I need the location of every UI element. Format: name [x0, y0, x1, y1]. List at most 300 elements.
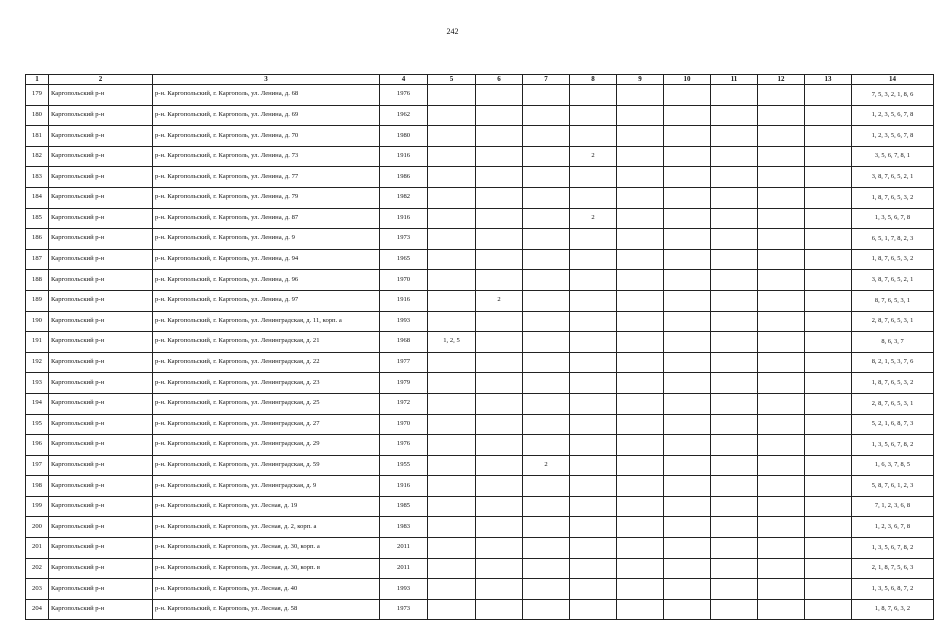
col10-cell — [664, 105, 711, 126]
district-cell: Каргопольский р-н — [49, 393, 153, 414]
col10-cell — [664, 496, 711, 517]
table-row — [26, 85, 934, 106]
address-cell: р-н. Каргопольский, г. Каргополь, ул. Ленинградская, д. 27 — [153, 414, 380, 435]
col12-cell — [758, 311, 805, 332]
col7-cell — [523, 270, 570, 291]
col9-cell — [617, 435, 664, 456]
col13-cell — [805, 208, 852, 229]
year-cell: 1972 — [380, 393, 428, 414]
col5-cell — [428, 229, 476, 250]
col7-cell — [523, 85, 570, 106]
col7-cell — [523, 496, 570, 517]
col14-cell: 1, 3, 5, 6, 8, 7, 2 — [852, 579, 934, 600]
col12-cell — [758, 414, 805, 435]
col8-cell — [570, 290, 617, 311]
col11-cell — [711, 332, 758, 353]
col13-cell — [805, 393, 852, 414]
col7-cell — [523, 167, 570, 188]
column-header: 8 — [570, 75, 617, 85]
address-cell: р-н. Каргопольский, г. Каргополь, ул. Ленина, д. 79 — [153, 187, 380, 208]
col12-cell — [758, 85, 805, 106]
year-cell: 1976 — [380, 85, 428, 106]
col13-cell — [805, 352, 852, 373]
row-number: 193 — [26, 373, 49, 394]
col8-cell — [570, 393, 617, 414]
col9-cell — [617, 249, 664, 270]
col13-cell — [805, 85, 852, 106]
col6-cell: 2 — [476, 290, 523, 311]
row-number: 190 — [26, 311, 49, 332]
table-row — [26, 249, 934, 270]
year-cell: 1968 — [380, 332, 428, 353]
district-cell: Каргопольский р-н — [49, 311, 153, 332]
address-cell: р-н. Каргопольский, г. Каргополь, ул. Ленина, д. 97 — [153, 290, 380, 311]
district-cell: Каргопольский р-н — [49, 270, 153, 291]
col13-cell — [805, 373, 852, 394]
table-row — [26, 290, 934, 311]
col14-cell: 8, 7, 6, 5, 3, 1 — [852, 290, 934, 311]
col9-cell — [617, 599, 664, 620]
year-cell: 1916 — [380, 476, 428, 497]
col8-cell — [570, 229, 617, 250]
year-cell: 1962 — [380, 105, 428, 126]
col10-cell — [664, 435, 711, 456]
col14-cell: 8, 6, 3, 7 — [852, 332, 934, 353]
col12-cell — [758, 538, 805, 559]
col10-cell — [664, 249, 711, 270]
col9-cell — [617, 85, 664, 106]
row-number: 181 — [26, 126, 49, 147]
table-row — [26, 270, 934, 291]
row-number: 184 — [26, 187, 49, 208]
col8-cell — [570, 126, 617, 147]
col6-cell — [476, 517, 523, 538]
address-cell: р-н. Каргопольский, г. Каргополь, ул. Ленина, д. 94 — [153, 249, 380, 270]
year-cell: 1970 — [380, 270, 428, 291]
col14-cell: 1, 3, 5, 6, 7, 8, 2 — [852, 435, 934, 456]
address-cell: р-н. Каргопольский, г. Каргополь, ул. Ленина, д. 96 — [153, 270, 380, 291]
col11-cell — [711, 517, 758, 538]
district-cell: Каргопольский р-н — [49, 105, 153, 126]
col6-cell — [476, 599, 523, 620]
table-row — [26, 476, 934, 497]
col7-cell — [523, 249, 570, 270]
row-number: 185 — [26, 208, 49, 229]
col10-cell — [664, 538, 711, 559]
col14-cell: 3, 8, 7, 6, 5, 2, 1 — [852, 270, 934, 291]
year-cell: 1916 — [380, 208, 428, 229]
col5-cell — [428, 579, 476, 600]
table-row — [26, 517, 934, 538]
table-row — [26, 393, 934, 414]
col7-cell — [523, 373, 570, 394]
col13-cell — [805, 476, 852, 497]
col5-cell — [428, 270, 476, 291]
col9-cell — [617, 187, 664, 208]
col6-cell — [476, 373, 523, 394]
column-header: 4 — [380, 75, 428, 85]
col14-cell: 7, 5, 3, 2, 1, 8, 6 — [852, 85, 934, 106]
column-header: 7 — [523, 75, 570, 85]
col12-cell — [758, 455, 805, 476]
col11-cell — [711, 311, 758, 332]
table-row — [26, 435, 934, 456]
col11-cell — [711, 270, 758, 291]
col10-cell — [664, 85, 711, 106]
table-row — [26, 105, 934, 126]
address-cell: р-н. Каргопольский, г. Каргополь, ул. Ленинградская, д. 22 — [153, 352, 380, 373]
row-number: 189 — [26, 290, 49, 311]
col6-cell — [476, 105, 523, 126]
col7-cell — [523, 476, 570, 497]
row-number: 180 — [26, 105, 49, 126]
row-number: 202 — [26, 558, 49, 579]
col9-cell — [617, 393, 664, 414]
col11-cell — [711, 373, 758, 394]
col14-cell: 5, 2, 1, 6, 8, 7, 3 — [852, 414, 934, 435]
col8-cell — [570, 249, 617, 270]
col9-cell — [617, 146, 664, 167]
row-number: 182 — [26, 146, 49, 167]
address-cell: р-н. Каргопольский, г. Каргополь, ул. Ленинградская, д. 25 — [153, 393, 380, 414]
table-row — [26, 208, 934, 229]
col11-cell — [711, 85, 758, 106]
col5-cell — [428, 126, 476, 147]
col11-cell — [711, 393, 758, 414]
address-cell: р-н. Каргопольский, г. Каргополь, ул. Лесная, д. 19 — [153, 496, 380, 517]
col14-cell: 6, 5, 1, 7, 8, 2, 3 — [852, 229, 934, 250]
col14-cell: 1, 3, 5, 6, 7, 8, 2 — [852, 538, 934, 559]
column-header: 13 — [805, 75, 852, 85]
col8-cell — [570, 599, 617, 620]
year-cell: 1973 — [380, 599, 428, 620]
row-number: 199 — [26, 496, 49, 517]
col13-cell — [805, 290, 852, 311]
district-cell: Каргопольский р-н — [49, 126, 153, 147]
col9-cell — [617, 558, 664, 579]
col5-cell — [428, 290, 476, 311]
col10-cell — [664, 208, 711, 229]
col10-cell — [664, 476, 711, 497]
row-number: 183 — [26, 167, 49, 188]
district-cell: Каргопольский р-н — [49, 517, 153, 538]
col13-cell — [805, 496, 852, 517]
col11-cell — [711, 352, 758, 373]
year-cell: 1970 — [380, 414, 428, 435]
column-header: 6 — [476, 75, 523, 85]
address-cell: р-н. Каргопольский, г. Каргополь, ул. Ленина, д. 68 — [153, 85, 380, 106]
col5-cell — [428, 311, 476, 332]
col10-cell — [664, 187, 711, 208]
col13-cell — [805, 538, 852, 559]
row-number: 198 — [26, 476, 49, 497]
col14-cell: 3, 8, 7, 6, 5, 2, 1 — [852, 167, 934, 188]
col7-cell — [523, 599, 570, 620]
table-row — [26, 167, 934, 188]
col8-cell — [570, 311, 617, 332]
year-cell: 1993 — [380, 579, 428, 600]
table-row — [26, 496, 934, 517]
district-cell: Каргопольский р-н — [49, 599, 153, 620]
col9-cell — [617, 517, 664, 538]
col9-cell — [617, 414, 664, 435]
col12-cell — [758, 496, 805, 517]
col7-cell — [523, 332, 570, 353]
col14-cell: 1, 8, 7, 6, 5, 3, 2 — [852, 187, 934, 208]
row-number: 195 — [26, 414, 49, 435]
col12-cell — [758, 249, 805, 270]
district-cell: Каргопольский р-н — [49, 579, 153, 600]
address-cell: р-н. Каргопольский, г. Каргополь, ул. Лесная, д. 30, корп. а — [153, 538, 380, 559]
col5-cell — [428, 85, 476, 106]
col9-cell — [617, 105, 664, 126]
col13-cell — [805, 126, 852, 147]
col7-cell — [523, 352, 570, 373]
column-header: 12 — [758, 75, 805, 85]
col12-cell — [758, 229, 805, 250]
table-row — [26, 558, 934, 579]
table-row — [26, 311, 934, 332]
col11-cell — [711, 208, 758, 229]
col12-cell — [758, 126, 805, 147]
col7-cell — [523, 393, 570, 414]
table-row — [26, 455, 934, 476]
col7-cell: 2 — [523, 455, 570, 476]
column-header: 11 — [711, 75, 758, 85]
row-number: 201 — [26, 538, 49, 559]
col8-cell — [570, 105, 617, 126]
col13-cell — [805, 229, 852, 250]
row-number: 179 — [26, 85, 49, 106]
col5-cell — [428, 599, 476, 620]
col14-cell: 1, 6, 3, 7, 8, 5 — [852, 455, 934, 476]
col10-cell — [664, 455, 711, 476]
col12-cell — [758, 105, 805, 126]
col5-cell — [428, 435, 476, 456]
col10-cell — [664, 558, 711, 579]
table-row — [26, 187, 934, 208]
col10-cell — [664, 579, 711, 600]
address-cell: р-н. Каргопольский, г. Каргополь, ул. Ленина, д. 77 — [153, 167, 380, 188]
col5-cell — [428, 393, 476, 414]
table-row — [26, 373, 934, 394]
col13-cell — [805, 270, 852, 291]
col13-cell — [805, 558, 852, 579]
column-header: 1 — [26, 75, 49, 85]
col6-cell — [476, 476, 523, 497]
address-cell: р-н. Каргопольский, г. Каргополь, ул. Ленинградская, д. 23 — [153, 373, 380, 394]
col9-cell — [617, 538, 664, 559]
col11-cell — [711, 167, 758, 188]
col7-cell — [523, 290, 570, 311]
col12-cell — [758, 517, 805, 538]
col7-cell — [523, 538, 570, 559]
col9-cell — [617, 208, 664, 229]
col8-cell — [570, 352, 617, 373]
col9-cell — [617, 373, 664, 394]
district-cell: Каргопольский р-н — [49, 414, 153, 435]
row-number: 204 — [26, 599, 49, 620]
col10-cell — [664, 290, 711, 311]
col6-cell — [476, 393, 523, 414]
column-header: 2 — [49, 75, 153, 85]
district-cell: Каргопольский р-н — [49, 208, 153, 229]
col14-cell: 2, 8, 7, 6, 5, 3, 1 — [852, 393, 934, 414]
col8-cell — [570, 455, 617, 476]
year-cell: 1985 — [380, 496, 428, 517]
col9-cell — [617, 167, 664, 188]
col9-cell — [617, 290, 664, 311]
address-cell: р-н. Каргопольский, г. Каргополь, ул. Лесная, д. 30, корп. в — [153, 558, 380, 579]
col12-cell — [758, 476, 805, 497]
col5-cell — [428, 455, 476, 476]
col5-cell — [428, 414, 476, 435]
district-cell: Каргопольский р-н — [49, 290, 153, 311]
col10-cell — [664, 126, 711, 147]
address-cell: р-н. Каргопольский, г. Каргополь, ул. Ленина, д. 70 — [153, 126, 380, 147]
col14-cell: 1, 2, 3, 5, 6, 7, 8 — [852, 105, 934, 126]
address-cell: р-н. Каргопольский, г. Каргополь, ул. Лесная, д. 58 — [153, 599, 380, 620]
table-body — [26, 85, 934, 620]
col9-cell — [617, 496, 664, 517]
col8-cell — [570, 270, 617, 291]
district-cell: Каргопольский р-н — [49, 249, 153, 270]
district-cell: Каргопольский р-н — [49, 85, 153, 106]
col13-cell — [805, 187, 852, 208]
district-cell: Каргопольский р-н — [49, 332, 153, 353]
col5-cell — [428, 538, 476, 559]
row-number: 194 — [26, 393, 49, 414]
column-header: 5 — [428, 75, 476, 85]
col11-cell — [711, 455, 758, 476]
col9-cell — [617, 476, 664, 497]
row-number: 191 — [26, 332, 49, 353]
col8-cell — [570, 579, 617, 600]
col6-cell — [476, 538, 523, 559]
col6-cell — [476, 311, 523, 332]
col8-cell — [570, 85, 617, 106]
district-cell: Каргопольский р-н — [49, 352, 153, 373]
year-cell: 1955 — [380, 455, 428, 476]
col7-cell — [523, 208, 570, 229]
district-cell: Каргопольский р-н — [49, 229, 153, 250]
col11-cell — [711, 229, 758, 250]
col5-cell — [428, 517, 476, 538]
col10-cell — [664, 393, 711, 414]
column-header: 14 — [852, 75, 934, 85]
address-cell: р-н. Каргопольский, г. Каргополь, ул. Ленина, д. 69 — [153, 105, 380, 126]
district-cell: Каргопольский р-н — [49, 558, 153, 579]
col7-cell — [523, 579, 570, 600]
col12-cell — [758, 187, 805, 208]
col7-cell — [523, 517, 570, 538]
col10-cell — [664, 270, 711, 291]
col6-cell — [476, 85, 523, 106]
col14-cell: 7, 1, 2, 3, 6, 8 — [852, 496, 934, 517]
col10-cell — [664, 517, 711, 538]
col11-cell — [711, 105, 758, 126]
col7-cell — [523, 126, 570, 147]
district-cell: Каргопольский р-н — [49, 476, 153, 497]
col5-cell — [428, 352, 476, 373]
col11-cell — [711, 496, 758, 517]
col6-cell — [476, 270, 523, 291]
col13-cell — [805, 332, 852, 353]
row-number: 196 — [26, 435, 49, 456]
year-cell: 1965 — [380, 249, 428, 270]
year-cell: 1979 — [380, 373, 428, 394]
col11-cell — [711, 599, 758, 620]
col6-cell — [476, 187, 523, 208]
col5-cell — [428, 558, 476, 579]
row-number: 188 — [26, 270, 49, 291]
col9-cell — [617, 270, 664, 291]
col11-cell — [711, 290, 758, 311]
address-cell: р-н. Каргопольский, г. Каргополь, ул. Ленинградская, д. 29 — [153, 435, 380, 456]
col8-cell — [570, 496, 617, 517]
col13-cell — [805, 517, 852, 538]
col8-cell — [570, 538, 617, 559]
district-cell: Каргопольский р-н — [49, 167, 153, 188]
col6-cell — [476, 558, 523, 579]
col5-cell — [428, 496, 476, 517]
col11-cell — [711, 579, 758, 600]
col8-cell — [570, 435, 617, 456]
address-cell: р-н. Каргопольский, г. Каргополь, ул. Лесная, д. 2, корп. а — [153, 517, 380, 538]
col7-cell — [523, 414, 570, 435]
district-cell: Каргопольский р-н — [49, 187, 153, 208]
col10-cell — [664, 373, 711, 394]
table-header — [26, 75, 934, 85]
district-cell: Каргопольский р-н — [49, 538, 153, 559]
col10-cell — [664, 352, 711, 373]
district-cell: Каргопольский р-н — [49, 146, 153, 167]
row-number: 187 — [26, 249, 49, 270]
col11-cell — [711, 558, 758, 579]
year-cell: 1916 — [380, 146, 428, 167]
col11-cell — [711, 249, 758, 270]
table-row — [26, 414, 934, 435]
year-cell: 2011 — [380, 558, 428, 579]
year-cell: 1986 — [380, 167, 428, 188]
col12-cell — [758, 290, 805, 311]
district-cell: Каргопольский р-н — [49, 373, 153, 394]
col9-cell — [617, 455, 664, 476]
col6-cell — [476, 126, 523, 147]
table-row — [26, 538, 934, 559]
col8-cell — [570, 558, 617, 579]
col6-cell — [476, 352, 523, 373]
col13-cell — [805, 579, 852, 600]
column-header: 9 — [617, 75, 664, 85]
col10-cell — [664, 311, 711, 332]
year-cell: 1977 — [380, 352, 428, 373]
col5-cell — [428, 249, 476, 270]
col12-cell — [758, 146, 805, 167]
col13-cell — [805, 167, 852, 188]
col12-cell — [758, 599, 805, 620]
page-number: 242 — [446, 27, 459, 36]
col7-cell — [523, 311, 570, 332]
col13-cell — [805, 455, 852, 476]
col8-cell — [570, 414, 617, 435]
col8-cell — [570, 517, 617, 538]
col6-cell — [476, 414, 523, 435]
col13-cell — [805, 311, 852, 332]
table-row — [26, 599, 934, 620]
col6-cell — [476, 146, 523, 167]
table-row — [26, 579, 934, 600]
